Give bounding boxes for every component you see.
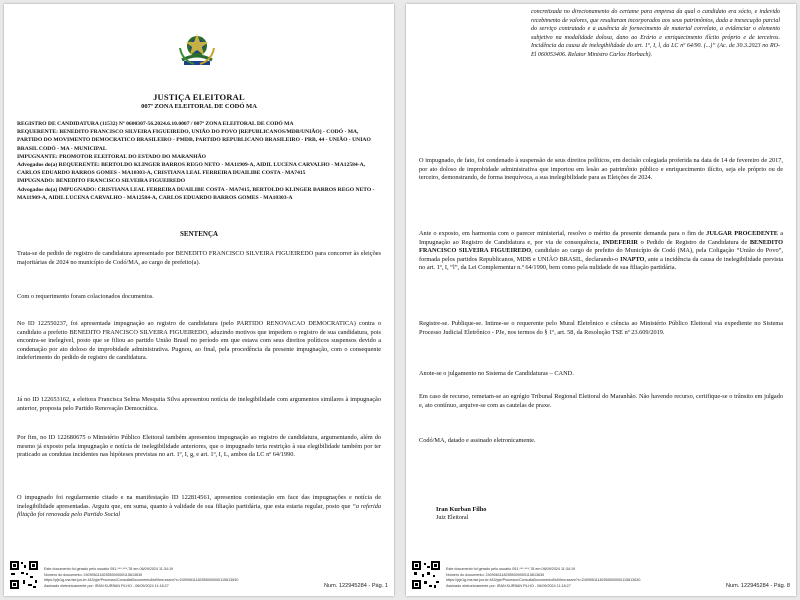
footer-line: Este documento foi gerado pelo usuário 051.***.***-78 em 06/09/2024 11:34:19	[44, 567, 174, 572]
footer-link[interactable]: https://pje1g-ma.tse.jus.br:443/pje/Processo/ConsultaDocumento/listView.seam?x=24090611182555000000115813630	[44, 578, 239, 583]
advogados-requerente: Advogados do(a) REQUERENTE: BERTOLDO KLINGER BARROS REGO NETO - MA11909-A, AIDIL LUCENA CARVALHO - MA12584-A, CARLOS EDUARDO BARROS GOMES - MA10303-A, CRISTIANA LEAL FERREIRA DUAILIBE COSTA - MA7415	[17, 162, 366, 177]
paragraph-text: Ante o exposto, em harmonia com o parecer ministerial, resolvo o mérito da presente demanda para o fim de	[419, 230, 707, 237]
case-header	[17, 120, 381, 202]
document-footer	[446, 567, 696, 589]
paragraph	[17, 494, 381, 520]
impugnado: IMPUGNADO: BENEDITO FRANCISCO SILVEIRA FIGUEIREDO	[17, 178, 186, 185]
candidate-name: BENEDITO FRANCISCO SILVEIRA FIGUEIREDO	[419, 238, 783, 255]
paragraph: Com o requerimento foram colacionados documentos.	[17, 293, 154, 300]
paragraph	[419, 230, 783, 273]
signer-name: Iran Kurban Filho	[436, 506, 487, 513]
paragraph: Por fim, no ID 122680675 o Ministério Público Eleitoral também apresentou impugnação ao registro de candidatura, argumentando, além do mesmo já exposto pela impugnação e notícia de inelegibilidade anteriores, que o impugnado teria restrição à sua elegibilidade também por ter praticado as condutas incidentes nas hipóteses previstas no art. 1º, I, g, e art. 1º, I, L, ambos da LC nº 64/1990.	[17, 434, 381, 459]
footer-link[interactable]: https://pje1g-ma.tse.jus.br:443/pje/Processo/ConsultaDocumento/listView.seam?x=24090611182555000000115813630	[446, 578, 641, 583]
paragraph: Trata-se de pedido de registro de candidatura apresentado por BENEDITO FRANCISCO SILVEIRA FIGUEIREDO para concorrer às eleições majoritárias de 2024 no município de Codó/MA, ao cargo de prefeito(a).	[17, 250, 381, 266]
advogados-impugnado: Advogados do(a) IMPUGNADO: CRISTIANA LEAL FERREIRA DUAILIBE COSTA - MA7415, BERTOLDO KLINGER BARROS REGO NETO - MA11909-A, AIDIL LUCENA CARVALHO - MA12584-A, CARLOS EDUARDO BARROS GOMES - MA10303-A	[17, 186, 375, 201]
footer-line: Este documento foi gerado pelo usuário 051.***.***-78 em 06/09/2024 11:34:19	[446, 567, 576, 572]
ruling-term: JULGAR PROCEDENTE	[706, 230, 778, 237]
requerente: REQUERENTE: BENEDITO FRANCISCO SILVEIRA FIGUEIREDO, UNIÃO DO POVO [REPUBLICANOS/MDB/UNIÃO] - CODÓ - MA, PARTIDO DO MOVIMENTO DEMOCRATICO BRASILEIRO - PMDB, PARTIDO REPUBLICANO BRASILEIRO - PRB, 44 - UNIÃO - UNIAO BRASIL CODÓ - MA - MUNICIPAL	[17, 129, 371, 152]
paragraph: O impugnado, de fato, foi condenado à suspensão de seus direitos políticos, em decisão colegiada proferida na data de 14 de fevereiro de 2017, por ato doloso de improbidade administrativa que importou em lesão ao patrimônio público e enriquecimento ilícito, seja ele próprio ou de terceiro, demonstrando, de forma inequívoca, a sua inelegibilidade para as Eleições de 2024.	[419, 157, 783, 182]
paragraph-text: , ante a incidência da causa de inelegibilidade prevista no art. 1º, I, “l”, da Lei Complementar n.º 64/1990, bem como pela nulidade de sua filiação partidária.	[419, 255, 783, 272]
ruling-term: INDEFERIR	[602, 238, 638, 246]
document-page-1	[4, 4, 394, 596]
ruling-term: INAPTO	[620, 255, 645, 263]
court-title: JUSTIÇA ELEITORAL	[153, 92, 245, 102]
case-number: REGISTRO DE CANDIDATURA (11532) Nº 0600307-56.2024.6.10.0007 / 007ª ZONA ELEITORAL DE CODÓ MA	[17, 121, 294, 127]
paragraph: No ID 122550237, foi apresentada impugnação ao registro de candidatura (pelo PARTIDO RENOVACAO DEMOCRATICA) contra o candidato a prefeito BENEDITO FRANCISCO SILVEIRA FIGUEIREDO, aduzindo motivos que impedem o registro de sua candidatura, pois encontra-se inelegível, posto que se filiou ao partido União Brasil no período em que estava com seus direitos políticos suspensos devido a condenação por ato doloso de improbidade administrativa. Pugnou, ao final, pela procedência da presente impugnação, com o consequente indeferimento do pedido de registro de candidatura.	[17, 320, 381, 362]
document-page-8	[406, 4, 796, 596]
paragraph-text: a Impugnação ao Registro de Candidatura e, por via de consequência,	[419, 230, 783, 246]
court-subtitle: 007ª ZONA ELEITORAL DE CODÓ MA	[141, 103, 257, 110]
footer-line: Número do documento: 24090611182555000000115813630	[44, 572, 143, 577]
qr-code-icon	[9, 560, 39, 590]
paragraph-quote: “a referida filiação foi renovada pelo Partido Social	[17, 502, 381, 519]
paragraph: Registre-se. Publique-se. Intime-se o requerente pelo Mural Eletrônico e ciência ao Ministério Público Eleitoral via expediente no Sistema Processo Judicial Eletrônico - PJe, nos termos do § 1º, art. 58, da Resolução TSE nº 23.609/2019.	[419, 320, 783, 336]
footer-line: Assinado eletronicamente por: IRAN KURBAN FILHO - 06/09/2024 11:18:27	[446, 583, 571, 588]
footer-line: Assinado eletronicamente por: IRAN KURBAN FILHO - 06/09/2024 11:18:27	[44, 583, 169, 588]
qr-code-icon	[411, 560, 441, 590]
paragraph: Em caso de recurso, remetam-se ao egrégio Tribunal Regional Eleitoral do Maranhão. Não havendo recurso, certifique-se o trânsito em julgado e, ato contínuo, arquive-se com as cautelas de praxe.	[419, 393, 783, 409]
paragraph: Anote-se o julgamento no Sistema de Candidaturas – CAND.	[419, 370, 574, 377]
page-number: Num. 122945284 - Pág. 8	[725, 583, 790, 589]
paragraph-text: o Pedido de Registro de Candidatura de	[637, 238, 750, 246]
signer-role: Juiz Eleitoral	[436, 515, 469, 521]
footer-line: Número do documento: 24090611182555000000115813630	[446, 572, 545, 577]
page-number: Num. 122945284 - Pág. 1	[323, 583, 388, 589]
document-footer	[44, 567, 294, 589]
section-title: SENTENÇA	[179, 230, 219, 238]
brazil-coat-of-arms-icon	[176, 30, 218, 70]
paragraph: Codó/MA, datado e assinado eletronicamente.	[419, 437, 536, 444]
jurisprudence-quote: concretizada no direcionamento do certame para empresa da qual o candidato era sócio, e indevido recebimento de valores, que resultaram incorporados aos seus patrimônios, dada a inexecução parcial do serviço contratado e a ausência de fornecimento de material correlato, a evidenciar o elemento subjetivo na modalidade dolosa, dano ao Erário e enriquecimento ilícito próprio e de terceiros. Incidência da causa de inelegibilidade do art. 1º, I, l, da LC nº 64/90. (...)” (Ac. de 30.3.2023 no RO-El 060053406. Relator Ministro Carlos Horbach).	[531, 9, 780, 58]
paragraph-text: O impugnado foi regularmente citado e na manifestação ID 122814561, apresentou contestação em face das impugnações e notícia de inelegibilidade apresentadas. Arguiu que, em suma, quanto à validade de sua filiação partidária, que esta estaria regular, posto que	[17, 494, 381, 510]
impugnante: IMPUGNANTE: PROMOTOR ELEITORAL DO ESTADO DO MARANHÃO	[17, 153, 206, 160]
paragraph: Já no ID 122653162, a eleitora Francisca Selma Mesquita Silva apresentou notícia de inelegibilidade com argumentos similares à impugnação anterior, proposta pelo Partido Renovação Democrática.	[17, 396, 381, 412]
paragraph-text: , candidato ao cargo de prefeito do Município de Codó (MA), pela Coligação “União do Povo”, formada pelos partidos Republicanos, MDB e UNIÃO BRASIL, declarando-o	[419, 247, 783, 263]
